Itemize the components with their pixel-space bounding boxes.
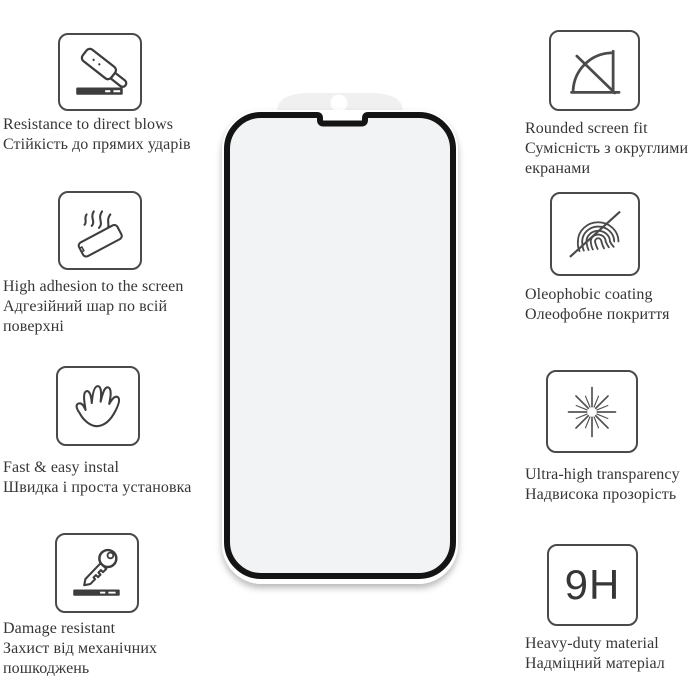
feature-install-text [3, 458, 191, 498]
feature-oleophobic-text [525, 285, 670, 325]
screen-protector-graphic [205, 84, 475, 604]
feature-adhesion-uk2: поверхні [3, 318, 64, 335]
feature-transparency-uk: Надвисока прозорість [525, 486, 677, 503]
key-icon [55, 533, 139, 613]
adhesion-icon-glyph [69, 203, 131, 259]
feature-material-uk: Надміцний матеріал [525, 655, 665, 672]
hand-icon [56, 366, 140, 446]
feature-damage-uk1: Захист від механічних [3, 640, 158, 657]
feature-rounded-en: Rounded screen fit [525, 120, 648, 137]
tempered-glass-with-notch [227, 115, 453, 576]
screen-protector-svg [205, 84, 475, 604]
feature-transparency-text [525, 465, 680, 505]
feature-install-uk: Швидка і проста установка [3, 479, 192, 496]
feature-damage-text [3, 619, 157, 679]
sparkle-icon-glyph [560, 383, 624, 441]
tab-hole [331, 95, 348, 112]
feature-adhesion-uk1: Адгезійний шар по всій [3, 298, 168, 315]
feature-oleophobic-uk: Олеофобне покриття [525, 306, 670, 323]
feature-resistance-en: Resistance to direct blows [3, 116, 174, 133]
feature-resistance-uk: Стійкість до прямих ударів [3, 136, 191, 153]
hand-icon-glyph [67, 378, 129, 434]
feature-material-text [525, 634, 665, 674]
feature-adhesion-text [3, 277, 183, 337]
feature-material-en: Heavy-duty material [525, 635, 659, 652]
sparkle-icon [546, 370, 638, 453]
adhesion-icon [58, 191, 142, 270]
feature-install-en: Fast & easy instal [3, 459, 120, 476]
feature-adhesion-en: High adhesion to the screen [3, 278, 184, 295]
rounded-corner-icon [549, 30, 640, 111]
rounded-corner-icon-glyph [563, 42, 627, 100]
hardness-9h-label: 9H [564, 561, 621, 608]
key-icon-glyph [66, 545, 128, 601]
feature-damage-en: Damage resistant [3, 620, 116, 637]
feature-damage-uk2: пошкоджень [3, 660, 90, 677]
fingerprint-icon [550, 192, 640, 276]
feature-rounded-uk1: Сумісність з округлими [525, 140, 689, 157]
feature-oleophobic-en: Oleophobic coating [525, 286, 653, 303]
hammer-icon-glyph [69, 44, 131, 100]
feature-resistance-text [3, 115, 191, 155]
fingerprint-icon-glyph [563, 205, 627, 263]
feature-rounded-text [525, 119, 688, 179]
hammer-icon [58, 33, 142, 111]
feature-transparency-en: Ultra-high transparency [525, 466, 680, 483]
hardness-9h-icon [547, 544, 638, 626]
feature-rounded-uk2: екранами [525, 160, 591, 177]
